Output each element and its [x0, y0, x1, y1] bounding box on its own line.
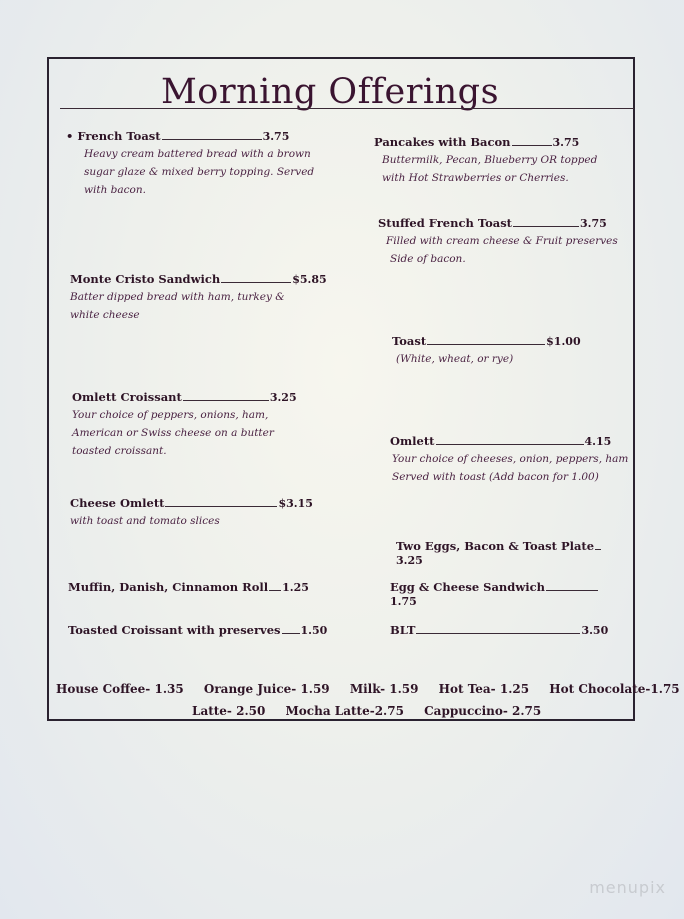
menu-item-muffin — [68, 580, 328, 594]
drink-item: Latte- 2.50 — [192, 704, 266, 718]
price-leader — [416, 633, 580, 634]
drink-item: Mocha Latte-2.75 — [285, 704, 404, 718]
item-description: Batter dipped bread with ham, turkey & white cheese — [70, 291, 285, 321]
menu-item-omlett — [390, 434, 630, 486]
item-price: 3.50 — [581, 624, 609, 637]
drink-item: Hot Tea- 1.25 — [438, 682, 530, 696]
item-name: Egg & Cheese Sandwich — [390, 580, 545, 594]
price-leader — [162, 139, 262, 140]
item-price: 4.15 — [584, 435, 612, 448]
item-name: Stuffed French Toast — [378, 216, 512, 230]
item-name: Two Eggs, Bacon & Toast Plate — [396, 539, 595, 553]
item-name: • French Toast — [66, 129, 161, 143]
item-description: Your choice of cheeses, onion, peppers, ham — [392, 453, 629, 465]
menu-item-two-eggs — [396, 539, 626, 567]
price-leader — [436, 444, 584, 445]
drink-item: House Coffee- 1.35 — [56, 682, 184, 696]
title-underline — [60, 108, 634, 109]
item-description: Buttermilk, Pecan, Blueberry OR topped with Hot Strawberries or Cherries. — [382, 154, 598, 184]
item-name: Monte Cristo Sandwich — [70, 272, 221, 286]
item-price: 1.25 — [282, 581, 309, 594]
item-price: 3.75 — [580, 217, 607, 230]
drink-item: Milk- 1.59 — [349, 682, 419, 696]
price-leader — [595, 549, 601, 550]
drinks-row-2 — [192, 704, 557, 718]
price-leader — [546, 590, 598, 591]
price-leader — [165, 506, 277, 507]
item-description: Heavy cream battered bread with a brown sugar glaze & mixed berry topping. Served with bacon. — [84, 148, 315, 196]
item-description: (White, wheat, or rye) — [396, 353, 514, 365]
menu-item-toasted-croissant — [68, 623, 328, 637]
menu-item-french-toast — [66, 129, 326, 199]
drinks-row-1 — [56, 682, 684, 696]
item-price: $1.00 — [546, 335, 581, 348]
item-description: with toast and tomato slices — [70, 515, 220, 527]
item-name: Toasted Croissant with preserves — [68, 623, 281, 637]
price-leader — [427, 344, 545, 345]
item-name: Toast — [392, 334, 427, 348]
item-name: Pancakes with Bacon — [374, 135, 511, 149]
menu-item-monte-cristo — [70, 272, 330, 324]
item-price: 3.75 — [552, 136, 580, 149]
menu-item-toast — [392, 334, 612, 368]
price-leader — [513, 226, 579, 227]
menu-item-blt — [390, 623, 620, 637]
item-price: 3.75 — [262, 130, 290, 143]
item-price: 1.75 — [390, 595, 417, 608]
menu-title: Morning Offerings — [160, 72, 500, 112]
drink-item: Hot Chocolate-1.75 — [549, 682, 680, 696]
drink-item: Orange Juice- 1.59 — [203, 682, 330, 696]
item-description-2: Served with toast (Add bacon for 1.00) — [392, 471, 599, 483]
item-description: Your choice of peppers, onions, ham, American or Swiss cheese on a butter toasted croissant. — [72, 409, 274, 457]
price-leader — [282, 633, 300, 634]
menu-item-stuffed-french-toast — [378, 216, 628, 268]
price-leader — [269, 590, 281, 591]
price-leader — [183, 400, 269, 401]
item-price: $5.85 — [292, 273, 327, 286]
menu-item-cheese-omlett — [70, 496, 330, 530]
drink-item: Cappuccino- 2.75 — [424, 704, 542, 718]
item-description: Filled with cream cheese & Fruit preserves — [386, 235, 618, 247]
item-description-2: Side of bacon. — [390, 253, 466, 265]
item-name: Muffin, Danish, Cinnamon Roll — [68, 580, 269, 594]
menu-item-egg-cheese — [390, 580, 620, 608]
menu-item-omlett-croissant — [72, 390, 332, 460]
item-price: $3.15 — [278, 497, 313, 510]
menu-item-pancakes — [374, 135, 634, 187]
item-name: Cheese Omlett — [70, 496, 165, 510]
item-name: BLT — [390, 623, 416, 637]
price-leader — [512, 145, 552, 146]
item-price: 3.25 — [269, 391, 297, 404]
price-leader — [221, 282, 291, 283]
watermark-logo: menupix — [589, 878, 666, 897]
item-price: 1.50 — [300, 624, 328, 637]
item-name: Omlett Croissant — [72, 390, 182, 404]
item-price: 3.25 — [396, 554, 423, 567]
item-name: Omlett — [390, 434, 435, 448]
